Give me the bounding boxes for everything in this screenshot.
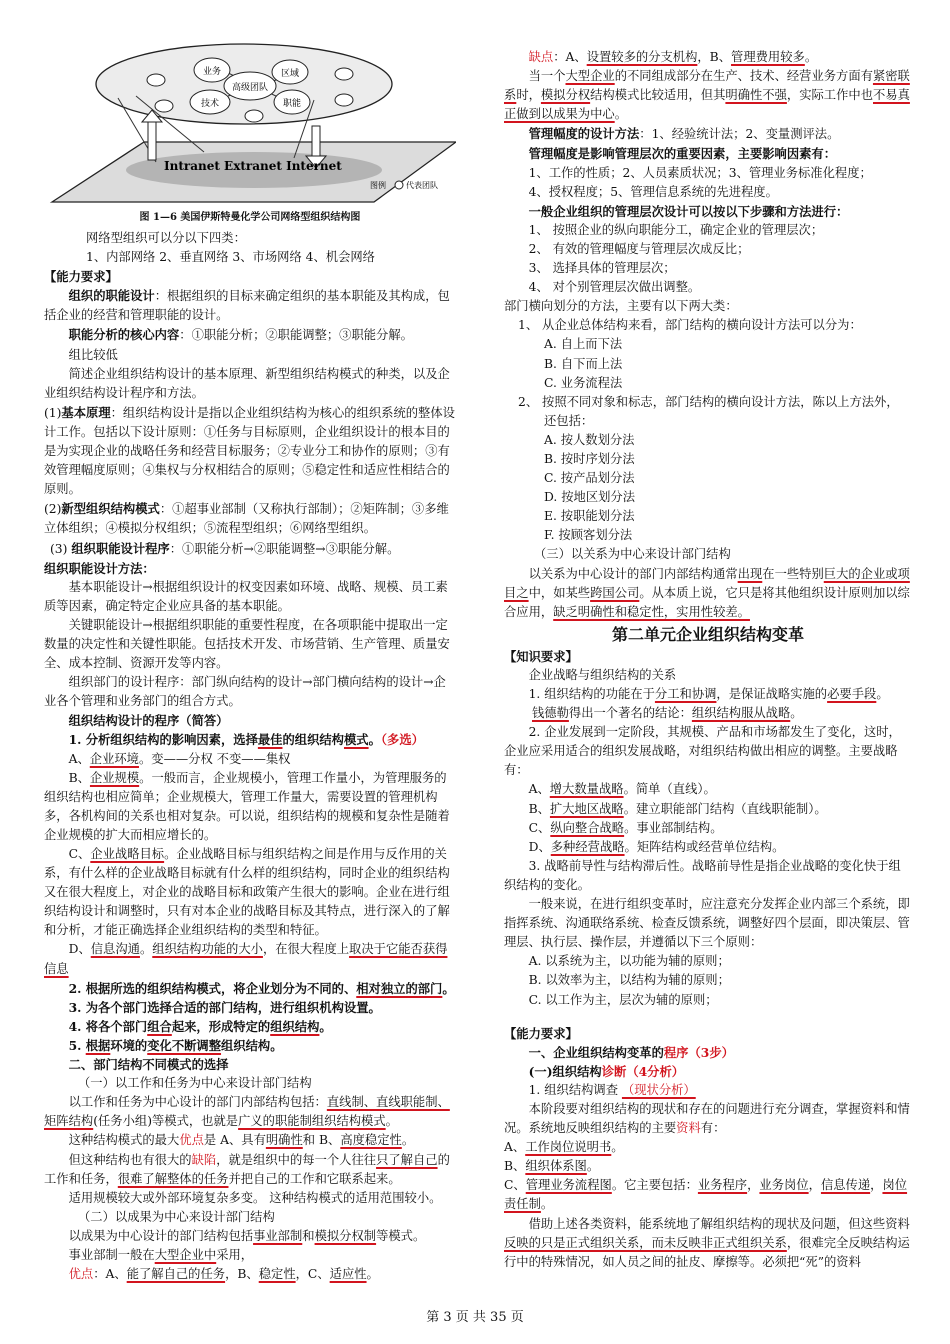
paragraph: 2. 企业发展到一定阶段，其规模、产品和市场都发生了变化，这时，企业应采用适合的组织发展战略，对组织结构做出相应的调整。主要战略有： [504,725,901,778]
paragraph: A、企业环境。变——分权 不变——集权 [68,751,291,766]
paragraph: 钱德勒得出一个著名的结论：组织结构服从战略。 [532,706,803,721]
paragraph: 1、工作的性质；2、人员素质状况；3、管理业务标准化程度； [528,165,872,180]
paragraph: 组织部门的设计程序：部门纵向结构的设计→部门横向结构的设计→企业各个管理和业务部门的组合方式。 [44,675,446,709]
network-org-diagram [44,42,456,208]
list-item: A. 自上而下法 [544,337,623,352]
net-label: Intranet Extranet Internet [164,159,342,173]
list-item: 还包括： [544,413,594,428]
list-item: B. 按时序划分法 [544,451,635,466]
subheading: （二）以成果为中心来设计部门结构 [78,1209,275,1224]
legend-circle-icon [395,181,403,189]
small-team-node [147,74,165,86]
subheading: （一）以工作和任务为中心来设计部门结构 [78,1076,312,1091]
paragraph: 基本职能设计→根据组织设计的权变因素如环境、战略、规模、员工素质等因素，确定特定企业应具备的基本职能。 [44,579,448,613]
paragraph: 1. 组织结构调查 （现状分析） [528,1082,696,1097]
list-item: B. 以效率为主，以结构为辅的原则； [528,973,730,988]
list-item: C. 以工作为主，层次为辅的原则； [528,992,718,1007]
paragraph: 以关系为中心设计的部门内部结构通常出现在一些特别巨大的企业或项目之中，如某些跨国公司。从本质上说，它只是将其他组织设计原则加以综合应用，缺乏明确性和稳定性，实用性较差。 [504,566,910,619]
section-header: 【知识要求】 [504,648,578,664]
paragraph: 3. 战略前导性与结构滞后性。战略前导性是指企业战略的变化快于组织结构的变化。 [504,858,901,892]
list-item: 1、 从企业总体结构来看，部门结构的横向设计方法可以分为： [518,318,862,333]
paragraph: 管理幅度是影响管理层次的重要因素，主要影响因素有： [528,146,837,162]
paragraph: 以成果为中心设计的部门结构包括事业部制和模拟分权制等模式。 [68,1228,426,1243]
small-team-node [335,94,353,106]
subheading: 二、部门结构不同模式的选择 [68,1057,229,1073]
downward-arrow-shaft [312,126,320,158]
paragraph: 1、内部网络 2、垂直网络 3、市场网络 4、机会网络 [86,250,375,265]
section-header: 【能力要求】 [44,269,118,285]
subheading: (一)组织结构诊断（4分析） [528,1063,685,1079]
paragraph: 借助上述各类资料，能系统地了解组织结构的现状及问题，但这些资料反映的只是正式组织关系，而未反映非正式组织关系，很难完全反映结构运行中的特殊情况，如人员之间的扯皮、摩擦等。必须把“死”的资料 [504,1216,910,1269]
node-label: 区域 [280,69,300,79]
paragraph: 组比较低 [68,347,118,362]
list-item: E. 按职能划分法 [544,509,635,524]
small-team-node [335,68,353,80]
spacer [504,1010,912,1024]
subheading: （三）以关系为中心来设计部门结构 [534,547,731,562]
paragraph: 部门横向划分的方法，主要有以下两大类： [504,299,738,314]
paragraph: 4. 将各个部门组合起来，形成特定的组织结构。 [68,1018,332,1034]
paragraph: 适用规模较大或外部环境复杂多变。 这种结构模式的适用范围较小。 [68,1190,442,1205]
paragraph: 但这种结构也有很大的缺陷，就是组织中的每一个人往往只了解自己的工作和任务，很难了解整体的任务并把自己的工作和它联系起来。 [44,1152,450,1186]
list-item: A. 按人数划分法 [544,432,635,447]
paragraph: 以工作和任务为中心设计的部门内部结构包括：直线制、直线职能制、矩阵结构(任务小组)等模式，也就是广义的职能制组织结构模式。 [44,1095,450,1129]
paragraph: D、信息沟通。组织结构功能的大小，在很大程度上取决于它能否获得信息 [44,942,448,976]
list-item: B、组织体系图。 [504,1159,600,1174]
paragraph: C、企业战略目标。企业战略目标与组织结构之间是作用与反作用的关系，有什么样的企业战略目标就有什么样的组织结构，同时企业的组织结构又在很大程度上，对企业的战略目标和政策产生很大的影响。企业在进行组织结构设计和调整时，只有对本企业的战略目标及其特点，进行深入的了解和分析，才能正确选择企业组织结构的类型和特征。 [44,847,450,938]
list-item: C、管理业务流程图。它主要包括：业务程序，业务岗位，信息传递，岗位责任制。 [504,1178,908,1212]
paragraph: 本阶段要对组织结构的现状和存在的问题进行充分调查，掌握资料和情况。系统地反映组织结构的主要资料有： [504,1101,910,1136]
paragraph: 关键职能设计→根据组织职能的重要性程度，在各项职能中提取出一定数量的决定性和关键性职能。包括技术开发、市场营销、生产管理、质量安全、成本控制、资源开发等内容。 [44,617,450,671]
list-item: 3、 选择具体的管理层次； [528,261,676,276]
upward-arrow-shaft [148,120,156,160]
paragraph: 一般来说，在进行组织变革时，应注意充分发挥企业内部三个系统，即指挥系统、沟通联络系统、检查反馈系统，调整好四个层面，即决策层、管理层、执行层、操作层，并遵循以下三个原则： [504,897,910,950]
paragraph: (1)基本原理：组织结构设计是指以企业组织结构为核心的组织系统的整体设计工作。包括以下设计原则：①任务与目标原则，企业组织设计的根本目的是为实现企业的战略任务和经营目标服务；②专业分工和协作的原则；③有效管理幅度原则；④集权与分权相结合的原则；⑤稳定性和适应性相结合的原则。 [44,404,455,497]
paragraph: 3. 为各个部门选择合适的部门结构，进行组织机构设置。 [68,999,381,1015]
list-item: C. 业务流程法 [544,375,623,390]
legend-label: 图例 [370,181,386,190]
node-label: 技术 [200,99,220,109]
paragraph: 组织的职能设计：根据组织的目标来确定组织的基本职能及其构成，包括企业的经营和管理职能的设计。 [44,288,450,323]
paragraph: 优点：A、能了解自己的任务，B、稳定性，C、适应性。 [68,1267,379,1282]
list-item: A、工作岗位说明书。 [504,1140,624,1155]
list-item: F. 按顾客划分法 [544,528,633,543]
network-org-figure [44,42,456,208]
list-item: D. 按地区划分法 [544,490,636,505]
list-item: A、增大数量战略。简单（直线）。 [528,782,716,797]
paragraph: 职能分析的核心内容：①职能分析；②职能调整；③职能分解。 [68,327,413,343]
subheading: 一、企业组织结构变革的程序（3步） [528,1044,734,1060]
section-header: 【能力要求】 [504,1025,578,1041]
small-team-node [245,110,263,122]
list-item: 2、 按照不同对象和标志，部门结构的横向设计方法，陈以上方法外， [518,394,899,409]
paragraph: 管理幅度的设计方法：1、经验统计法；2、变量测评法。 [528,126,840,142]
list-item: B. 自下而上法 [544,356,623,371]
paragraph: (3) 组织职能设计程序：①职能分析→②职能调整→③职能分解。 [50,540,400,556]
paragraph: 4、授权程度；5、管理信息系统的先进程度。 [528,184,778,199]
paragraph: 事业部制一般在大型企业中采用， [68,1247,254,1262]
subheading: 组织结构设计的程序（简答） [68,713,229,729]
paragraph: 这种结构模式的最大优点是 A、具有明确性和 B、高度稳定性。 [68,1133,415,1148]
node-label: 业务 [202,67,222,77]
left-column [44,0,456,1284]
list-item: C、纵向整合战略。事业部制结构。 [528,820,723,835]
paragraph: 一般企业组织的管理层次设计可以按以下步骤和方法进行： [528,203,849,219]
page-footer: 第 3 页 共 35 页 [426,1310,524,1325]
figure-caption: 图 1—6 美国伊斯特曼化学公司网络型组织结构图 [139,212,361,223]
node-label: 职能 [282,99,302,109]
subheading: 企业战略与组织结构的关系 [528,667,677,682]
paragraph: (2)新型组织结构模式：①超事业部制（又称执行部制）；②矩阵制；③多维立体组织；④模拟分权组织；⑤流程型组织；⑥网络型组织。 [44,501,449,536]
paragraph: 2. 根据所选的组织结构模式，将企业划分为不同的、相对独立的部门。 [68,980,455,996]
list-item: 2、 有效的管理幅度与管理层次成反比； [528,241,750,256]
paragraph: B、企业规模。一般而言，企业规模小，管理工作量小，为管理服务的组织结构也相应简单；企业规模大，管理工作量大，需要设置的管理机构多，各机构间的关系也相对复杂。可以说，组织结构的规模和复杂性是随着企业规模的扩大而相应增长的。 [44,770,450,842]
paragraph: 5. 根据环境的变化不断调整组织结构。 [68,1037,283,1053]
list-item: B、扩大地区战略。建立职能部门结构（直线职能制）。 [528,801,827,816]
paragraph: 网络型组织可以分以下四类： [86,231,246,245]
paragraph: 1. 组织结构的功能在于分工和协调，是保证战略实施的必要手段。 [528,687,889,701]
list-item: D、多种经营战略。矩阵结构或经营单位结构。 [528,839,785,854]
list-item: C. 按产品划分法 [544,471,635,486]
legend-item: 代表团队 [406,181,438,190]
list-item: A. 以系统为主，以功能为辅的原则； [528,954,730,969]
small-team-node [155,100,173,112]
right-column [504,48,912,1272]
list-item: 1、 按照企业的纵向职能分工，确定企业的管理层次； [528,222,824,237]
paragraph: 缺点：A、设置较多的分支机构，B、管理费用较多。 [528,50,818,64]
paragraph: 1. 分析组织结构的影响因素，选择最佳的组织结构模式。（多选） [68,732,424,748]
subheading: 组织职能设计方法： [44,560,155,576]
paragraph: 当一个大型企业的不同组成部分在生产、技术、经营业务方面有紧密联系时，模拟分权结构模式比较适用，但其明确性不强，实际工作中也不易真正做到以成果为中心。 [504,69,910,122]
node-label: 高级团队 [231,83,269,93]
list-item: 4、 对个别管理层次做出调整。 [528,280,701,295]
unit-title: 第二单元企业组织结构变革 [611,624,804,644]
paragraph: 简述企业组织结构设计的基本原理、新型组织结构模式的种类，以及企业组织结构设计程序和方法。 [44,366,450,400]
